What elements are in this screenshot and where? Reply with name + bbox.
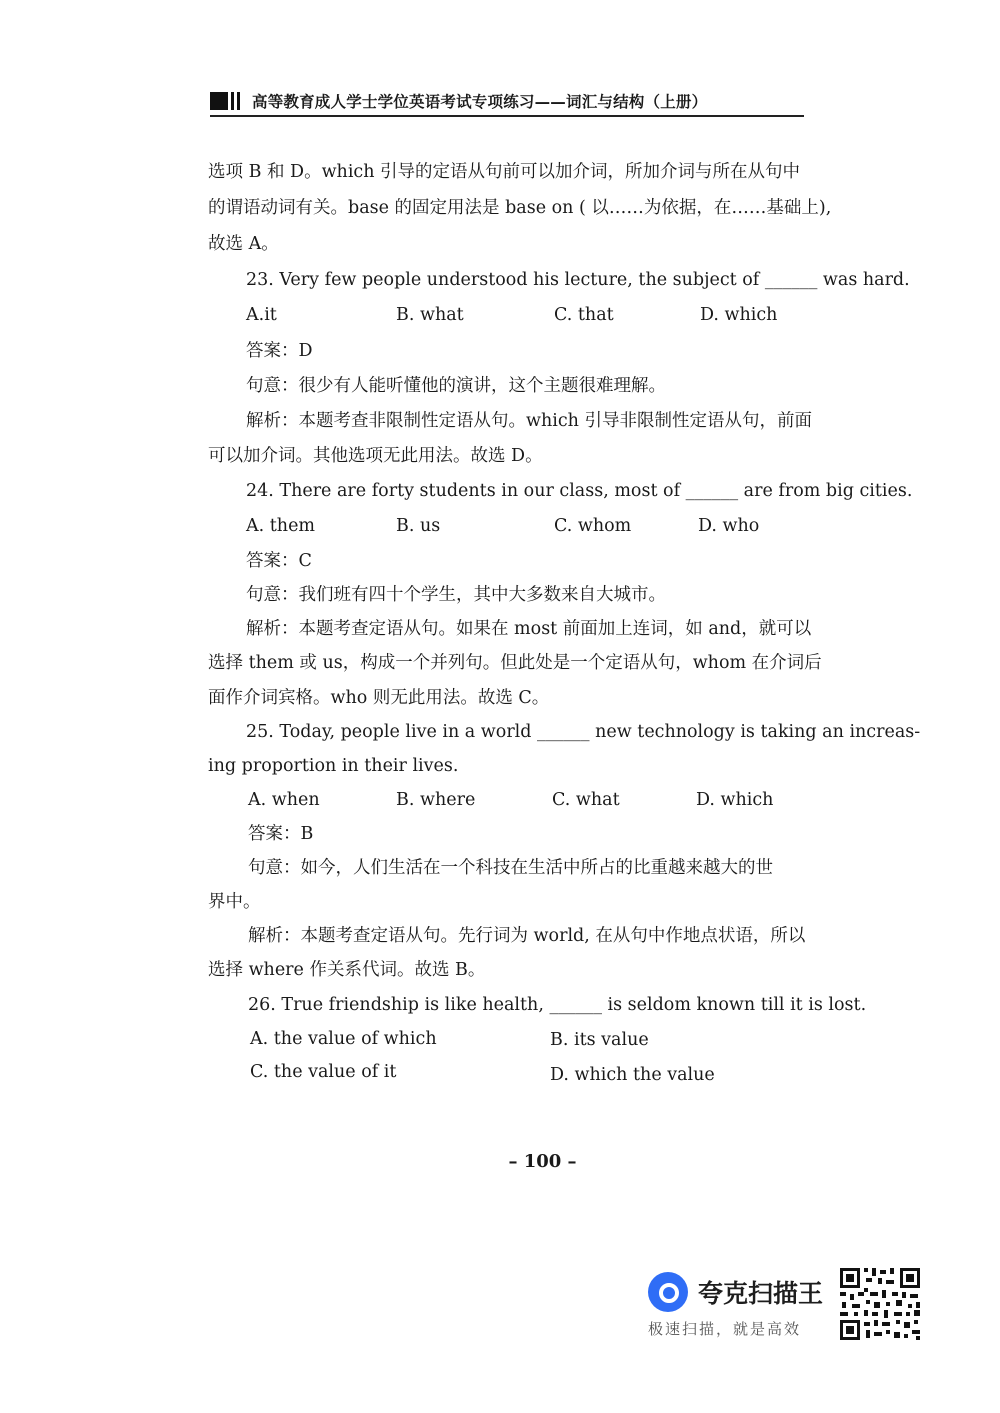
question-25-option-b: B. where: [396, 790, 476, 810]
watermark-brand: 夸克扫描王: [698, 1279, 824, 1308]
question-23-stem: 23. Very few people understood his lecture, the subject of ______ was hard.: [246, 270, 910, 290]
page-number: – 100 –: [508, 1151, 577, 1172]
question-24-stem: 24. There are forty students in our class, most of ______ are from big cities.: [246, 481, 913, 501]
question-25-answer: 答案：B: [248, 824, 314, 844]
question-23-analysis: 可以加介词。其他选项无此用法。故选 D。: [208, 446, 543, 466]
question-25-analysis: 选择 where 作关系代词。故选 B。: [208, 960, 486, 980]
question-24-analysis: 面作介词宾格。who 则无此用法。故选 C。: [208, 688, 550, 708]
question-24-option-a: A. them: [246, 516, 316, 536]
header-title: 高等教育成人学士学位英语考试专项练习——词汇与结构（上册）: [252, 93, 708, 111]
question-26-option-c: C. the value of it: [250, 1062, 397, 1082]
question-25-stem: 25. Today, people live in a world ______ new technology is taking an increas-: [246, 722, 921, 742]
question-24-option-c: C. whom: [554, 516, 632, 536]
qr-code-icon: [838, 1266, 922, 1342]
question-25-option-c: C. what: [552, 790, 620, 810]
question-23-analysis: 解析：本题考查非限制性定语从句。which 引导非限制性定语从句，前面: [246, 411, 812, 431]
quark-logo-icon: [648, 1272, 688, 1312]
question-23-answer: 答案：D: [246, 341, 313, 361]
question-24-option-b: B. us: [396, 516, 441, 536]
question-26-option-d: D. which the value: [550, 1065, 715, 1085]
question-23-option-d: D. which: [700, 305, 778, 325]
question-24-analysis: 解析：本题考查定语从句。如果在 most 前面加上连词，如 and，就可以: [246, 619, 812, 639]
header-divider: [210, 115, 804, 117]
question-24-option-d: D. who: [698, 516, 760, 536]
question-24-analysis: 选择 them 或 us，构成一个并列句。但此处是一个定语从句，whom 在介词后: [208, 653, 822, 673]
intro-line: 故选 A。: [208, 234, 279, 254]
question-25-option-a: A. when: [248, 790, 320, 810]
intro-line: 的谓语动词有关。base 的固定用法是 base on ( 以……为依据，在……基础上),: [208, 198, 832, 218]
question-26-stem: 26. True friendship is like health, ______ is seldom known till it is lost.: [248, 995, 867, 1015]
question-24-meaning: 句意：我们班有四十个学生，其中大多数来自大城市。: [246, 585, 666, 605]
question-25-option-d: D. which: [696, 790, 774, 810]
question-23-option-a: A.it: [246, 305, 277, 325]
question-25-analysis: 解析：本题考查定语从句。先行词为 world, 在从句中作地点状语，所以: [248, 926, 806, 946]
question-23-option-c: C. that: [554, 305, 614, 325]
watermark-slogan: 极速扫描，就是高效: [648, 1320, 802, 1338]
header-marker-icon: [210, 92, 240, 110]
question-26-option-a: A. the value of which: [250, 1029, 437, 1049]
question-23-option-b: B. what: [396, 305, 464, 325]
question-25-meaning: 界中。: [208, 892, 261, 912]
running-header: [210, 88, 802, 114]
question-25-stem: ing proportion in their lives.: [208, 756, 459, 776]
question-26-option-b: B. its value: [550, 1030, 649, 1050]
question-24-answer: 答案：C: [246, 551, 312, 571]
intro-line: 选项 B 和 D。which 引导的定语从句前可以加介词，所加介词与所在从句中: [208, 162, 801, 182]
question-25-meaning: 句意：如今，人们生活在一个科技在生活中所占的比重越来越大的世: [248, 858, 773, 878]
question-23-meaning: 句意：很少有人能听懂他的演讲，这个主题很难理解。: [246, 376, 666, 396]
